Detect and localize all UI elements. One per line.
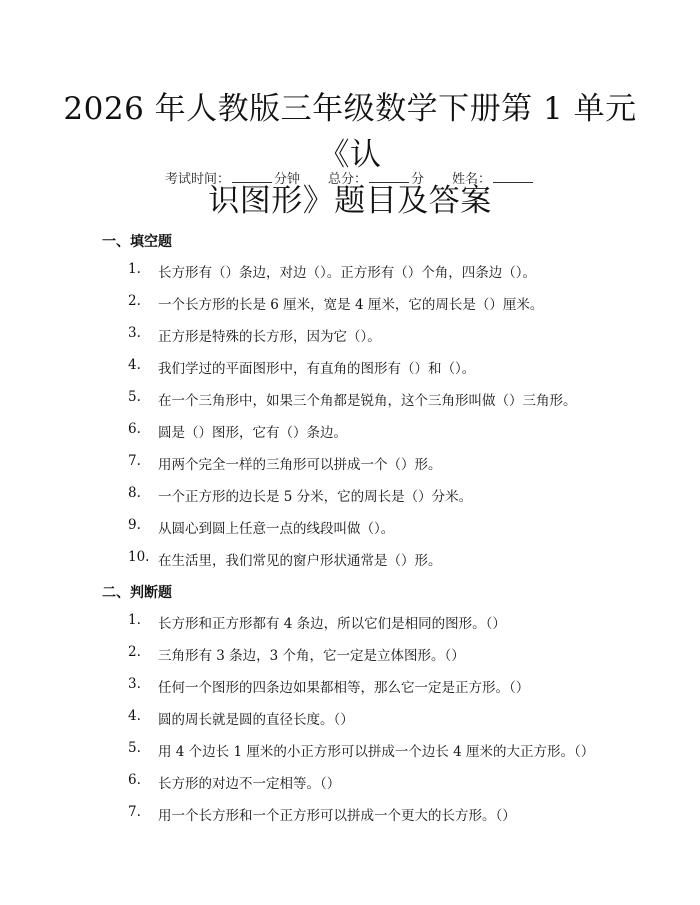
title-line-1: 2026 年人教版三年级数学下册第 1 单元《认 [63, 91, 637, 173]
question-number: 3. [128, 325, 141, 341]
question-number: 2. [128, 644, 141, 660]
question-number: 4. [128, 357, 141, 373]
question-item [128, 644, 688, 664]
question-text: 我们学过的平面图形中，有直角的图形有（）和（）。 [158, 361, 476, 377]
name-label: 姓名： [452, 172, 492, 187]
question-number: 5. [128, 740, 141, 756]
question-item [128, 804, 688, 824]
question-item [128, 421, 688, 441]
question-number: 9. [128, 517, 141, 533]
exam-meta [0, 168, 700, 187]
exam-time-blank[interactable] [232, 170, 272, 183]
question-text: 一个正方形的边长是 5 分米，它的周长是（）分米。 [158, 489, 473, 505]
question-item [128, 612, 688, 632]
question-item [128, 517, 688, 537]
question-item [128, 453, 688, 473]
question-number: 7. [128, 804, 141, 820]
question-text: 圆的周长就是圆的直径长度。（） [158, 712, 354, 728]
name-blank[interactable] [493, 170, 533, 183]
question-text: 圆是（）图形，它有（）条边。 [158, 425, 347, 441]
question-number: 10. [128, 549, 150, 565]
exam-time-unit: 分钟 [273, 172, 300, 187]
question-text: 长方形和正方形都有 4 条边，所以它们是相同的图形。（） [158, 616, 506, 632]
question-number: 8. [128, 485, 141, 501]
question-text: 用两个完全一样的三角形可以拼成一个（）形。 [158, 457, 442, 473]
question-text: 任何一个图形的四条边如果都相等，那么它一定是正方形。（） [158, 680, 530, 696]
question-number: 2. [128, 293, 141, 309]
question-item [128, 389, 688, 409]
section-fill-blank-title: 一、填空题 [102, 234, 172, 250]
question-text: 长方形有（）条边，对边（）。正方形有（）个角，四条边（）。 [158, 265, 536, 281]
question-number: 1. [128, 612, 141, 628]
section-true-false-title: 二、判断题 [102, 585, 172, 601]
question-text: 在生活里，我们常见的窗户形状通常是（）形。 [158, 553, 442, 569]
question-text: 长方形的对边不一定相等。（） [158, 776, 341, 792]
total-score-blank[interactable] [369, 170, 409, 183]
exam-time-field [165, 168, 300, 187]
question-number: 1. [128, 261, 141, 277]
question-text: 正方形是特殊的长方形，因为它（）。 [158, 329, 381, 345]
total-score-label: 总分： [327, 172, 367, 187]
question-text: 在一个三角形中，如果三个角都是锐角，这个三角形叫做（）三角形。 [158, 393, 577, 409]
exam-time-label: 考试时间： [164, 172, 230, 187]
question-item [128, 261, 688, 281]
question-item [128, 549, 688, 569]
question-text: 用一个长方形和一个正方形可以拼成一个更大的长方形。（） [158, 808, 516, 824]
question-item [128, 772, 688, 792]
question-number: 6. [128, 421, 141, 437]
question-text: 三角形有 3 条边，3 个角，它一定是立体图形。（） [158, 648, 465, 664]
question-number: 5. [128, 389, 141, 405]
total-score-field [328, 168, 424, 187]
question-item [128, 740, 688, 760]
question-item [128, 293, 688, 313]
title-line-2: 识图形》题目及答案 [208, 183, 492, 219]
name-field [452, 168, 535, 187]
question-item [128, 357, 688, 377]
question-text: 用 4 个边长 1 厘米的小正方形可以拼成一个边长 4 厘米的大正方形。（） [158, 744, 595, 760]
total-score-unit: 分 [411, 172, 425, 187]
question-number: 3. [128, 676, 141, 692]
question-item [128, 676, 688, 696]
question-number: 7. [128, 453, 141, 469]
question-number: 6. [128, 772, 141, 788]
page-title [60, 86, 640, 224]
question-text: 一个长方形的长是 6 厘米，宽是 4 厘米，它的周长是（）厘米。 [158, 297, 544, 313]
question-number: 4. [128, 708, 141, 724]
question-item [128, 708, 688, 728]
question-item [128, 325, 688, 345]
question-text: 从圆心到圆上任意一点的线段叫做（）。 [158, 521, 395, 537]
question-item [128, 485, 688, 505]
